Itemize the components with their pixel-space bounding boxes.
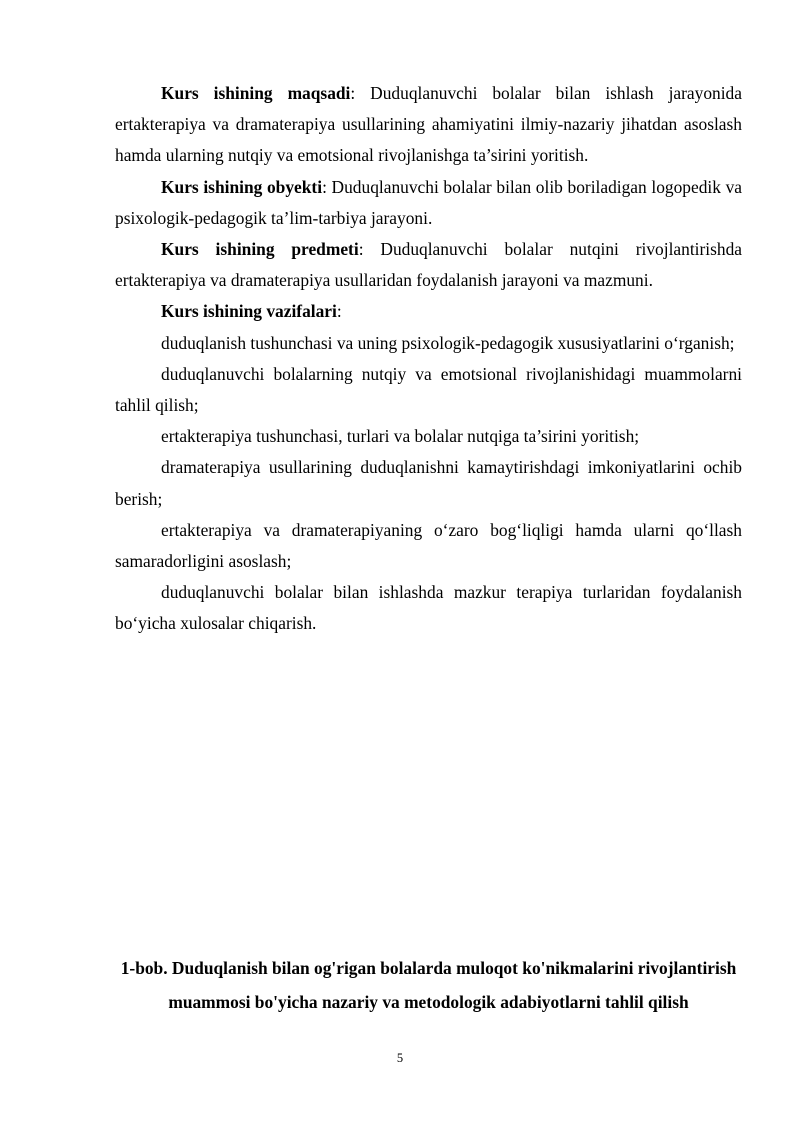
goal-text: : Duduqlanuvchi bolalar bilan ishlash jarayonida ertakterapiya va dramaterapiya usullarining ahamiyatini ilmiy-nazariy jihatdan asoslash hamda ularning nutqiy va emotsional rivojlanishga ta’sirini yoritish.: [115, 83, 742, 166]
subject-paragraph: [115, 234, 742, 296]
object-paragraph: [115, 172, 742, 234]
goal-label: Kurs ishining maqsadi: [161, 83, 351, 103]
object-label: Kurs ishining obyekti: [161, 176, 323, 197]
task-item: ertakterapiya tushunchasi, turlari va bolalar nutqiga ta’sirini yoritish;: [161, 426, 640, 447]
tasks-colon: :: [336, 301, 342, 322]
subject-text: : Duduqlanuvchi bolalar nutqini rivojlantirishda ertakterapiya va dramaterapiya usullaridan foydalanish jarayoni va mazmuni.: [115, 239, 742, 291]
tasks-label: Kurs ishining vazifalari: [161, 301, 337, 322]
subject-label: Kurs ishining predmeti: [161, 239, 359, 260]
tasks-heading: [115, 296, 742, 327]
task-item: duduqlanish tushunchasi va uning psixologik-pedagogik xususiyatlarini o‘rganish;: [161, 332, 735, 353]
goal-paragraph: [115, 78, 742, 172]
document-body: [115, 78, 742, 640]
chapter-heading: 1-bob. Duduqlanish bilan og'rigan bolalarda muloqot ko'nikmalarini rivojlantirish muammosi bo'yicha nazariy va metodologik adabiyotlarni tahlil qilish: [120, 958, 737, 1012]
task-item: duduqlanuvchi bolalarning nutqiy va emotsional rivojlanishidagi muammolarni tahlil qilish;: [115, 363, 742, 416]
task-item: duduqlanuvchi bolalar bilan ishlashda mazkur terapiya turlaridan foydalanish bo‘yicha xulosalar chiqarish.: [115, 582, 742, 634]
page-number: 5: [396, 1051, 404, 1065]
object-text: : Duduqlanuvchi bolalar bilan olib boriladigan logopedik va psixologik-pedagogik ta’lim-tarbiya jarayoni.: [115, 176, 742, 228]
task-item: dramaterapiya usullarining duduqlanishni kamaytirishdagi imkoniyatlarini ochib berish;: [115, 457, 742, 509]
task-item: ertakterapiya va dramaterapiyaning o‘zaro bog‘liqligi hamda ularni qo‘llash samaradorligini asoslash;: [115, 519, 742, 572]
